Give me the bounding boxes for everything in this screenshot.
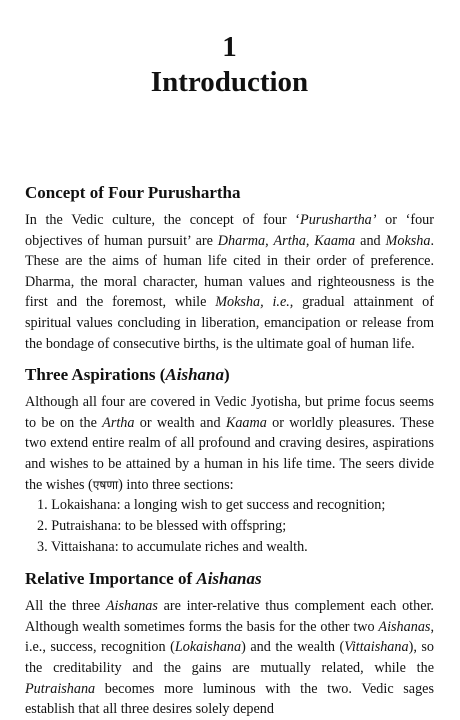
list-number: 3. [37, 539, 48, 556]
chapter-title: Introduction [150, 66, 309, 98]
emphasis: Artha [102, 414, 135, 431]
heading-text: Relative Importance of [25, 569, 197, 589]
text-run: or wealth and [134, 414, 226, 431]
text-run: , i.e., success, recognition ( [25, 618, 434, 656]
text-run: and [355, 232, 386, 249]
text-run: ), so the creditability and the gains are mutually related, while the [25, 639, 434, 676]
text-run: . These are the aims of human life cited in their order of preference. Dharma, the moral character, human values and righteousness is the first and the foremost, while [25, 232, 435, 311]
text-run: or worldly pleasures. These two extend entire realm of all profound and craving desires, aspirations and wishes to be attained by a human in his life time. The seers divide the wishes ( [25, 414, 434, 493]
text-run: All the three [25, 598, 106, 615]
emphasis: Aishanas [105, 598, 158, 615]
list-number: 2. [37, 518, 48, 535]
list-item [25, 537, 434, 558]
text-run: , [305, 232, 315, 249]
text-run: ) into three sections: [118, 476, 234, 493]
emphasis: Kaama [314, 232, 356, 249]
heading-text: ) [224, 365, 230, 385]
list-text: Vittaishana: to accumulate riches and wealth. [50, 539, 308, 556]
section-body-relative-importance [25, 596, 434, 720]
list-item [25, 495, 434, 516]
list-number: 1. [37, 497, 48, 514]
section-heading-relative-importance [25, 568, 434, 590]
book-page [0, 30, 460, 720]
emphasis: Dharma [217, 232, 266, 249]
heading-text: Three Aspirations ( [25, 365, 166, 385]
text-run: , [265, 232, 274, 249]
list-item [25, 516, 434, 537]
devanagari-term: एषणा [92, 477, 119, 492]
aspirations-list [25, 495, 434, 558]
section-body-purushartha [25, 210, 434, 354]
emphasis: Putraishana [25, 680, 96, 697]
heading-emphasis: Aishana [165, 365, 225, 385]
emphasis: Aishanas [378, 618, 431, 635]
emphasis: Lokaishana [174, 639, 242, 656]
emphasis: Artha [273, 232, 306, 249]
text-run: Although all four are covered in Vedic Jyotisha, but prime focus seems to be on the [25, 394, 434, 431]
section-body-aspirations [25, 392, 434, 495]
emphasis: Moksha, i.e., [215, 294, 294, 311]
list-text: Putraishana: to be blessed with offspring; [51, 518, 287, 535]
section-heading-aspirations [25, 364, 434, 386]
text-run: ) and the wealth ( [241, 639, 345, 656]
text-run: or ‘four objectives of human pursuit’ are [25, 212, 434, 249]
text-run: are inter-relative thus complement each other. Although wealth sometimes forms the basis for the other two [25, 598, 434, 635]
text-run: gradual attainment of spiritual values concluding in liberation, emancipation or release from the bondage of consecutive births, is the ultimate goal of human life. [25, 294, 434, 352]
section-heading-purushartha: Concept of Four Purushartha [25, 183, 241, 202]
text-run: In the Vedic culture, the concept of four ‘ [25, 212, 301, 228]
emphasis: Vittaishana [344, 639, 409, 656]
emphasis: Moksha [385, 232, 431, 249]
heading-emphasis: Aishanas [196, 569, 262, 589]
list-text: Lokaishana: a longing wish to get success and recognition; [51, 497, 386, 514]
emphasis: Kaama [225, 414, 267, 431]
chapter-number: 1 [222, 31, 237, 63]
emphasis: Purushartha’ [300, 212, 377, 228]
text-run: becomes more luminous with the two. Vedic sages establish that all three desires solely depend [25, 680, 434, 718]
